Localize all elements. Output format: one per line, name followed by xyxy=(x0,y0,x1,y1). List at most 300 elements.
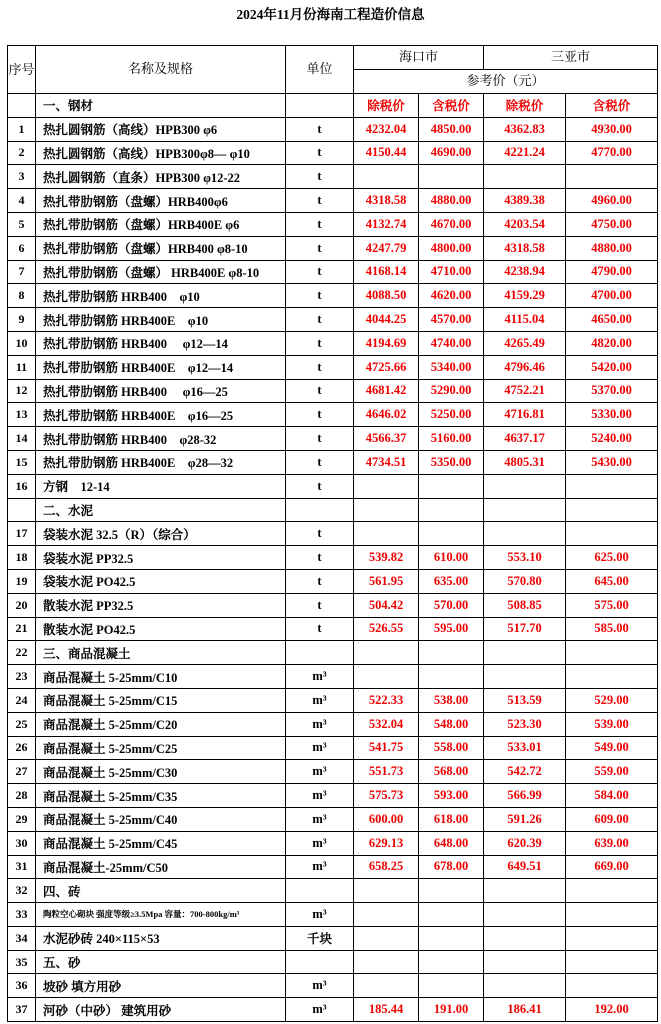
name-cell: 散装水泥 PP32.5 xyxy=(36,593,286,617)
seq-cell: 27 xyxy=(8,760,36,784)
price-hk-extax-cell: 4681.42 xyxy=(354,379,419,403)
price-hk-inctax-cell: 5350.00 xyxy=(419,450,484,474)
table-row xyxy=(8,450,658,474)
table-row xyxy=(8,998,658,1022)
price-hk-inctax-cell: 570.00 xyxy=(419,593,484,617)
price-sy-inctax-cell: 5420.00 xyxy=(566,355,658,379)
table-row xyxy=(8,926,658,950)
price-sy-extax-cell xyxy=(484,974,566,998)
table-row xyxy=(8,831,658,855)
price-hk-extax-cell: 551.73 xyxy=(354,760,419,784)
seq-cell: 2 xyxy=(8,141,36,165)
price-sy-inctax-cell: 645.00 xyxy=(566,569,658,593)
price-sy-inctax-cell xyxy=(566,903,658,927)
seq-cell: 29 xyxy=(8,807,36,831)
seq-cell: 5 xyxy=(8,212,36,236)
price-sy-inctax-cell xyxy=(566,950,658,974)
unit-cell: m³ xyxy=(286,712,354,736)
price-hk-extax-cell: 4132.74 xyxy=(354,212,419,236)
price-sy-inctax-cell xyxy=(566,498,658,522)
price-hk-inctax-cell: 648.00 xyxy=(419,831,484,855)
name-cell: 水泥砂砖 240×115×53 xyxy=(36,926,286,950)
category-row xyxy=(8,641,658,665)
price-hk-inctax-cell: 4740.00 xyxy=(419,331,484,355)
table-row xyxy=(8,212,658,236)
header-city-sanya: 三亚市 xyxy=(484,46,658,70)
seq-cell xyxy=(8,94,36,118)
price-sy-extax-cell xyxy=(484,879,566,903)
unit-cell: t xyxy=(286,260,354,284)
price-sy-extax-cell xyxy=(484,641,566,665)
header-seq: 序号 xyxy=(8,46,36,94)
unit-cell: t xyxy=(286,165,354,189)
price-sy-extax-cell: 570.80 xyxy=(484,569,566,593)
price-sy-inctax-cell: 4930.00 xyxy=(566,117,658,141)
seq-cell: 18 xyxy=(8,546,36,570)
price-sy-inctax-cell: 585.00 xyxy=(566,617,658,641)
category-row xyxy=(8,879,658,903)
table-row xyxy=(8,284,658,308)
seq-cell: 30 xyxy=(8,831,36,855)
price-hk-extax-cell: 4566.37 xyxy=(354,427,419,451)
price-hk-extax-cell: 4247.79 xyxy=(354,236,419,260)
table-row xyxy=(8,260,658,284)
header-row-1 xyxy=(8,46,658,70)
name-cell: 热扎带肋钢筋（盘螺）HRB400E φ6 xyxy=(36,212,286,236)
price-hk-inctax-cell xyxy=(419,950,484,974)
price-sy-extax-cell: 566.99 xyxy=(484,784,566,808)
price-sy-extax-cell: 4637.17 xyxy=(484,427,566,451)
name-cell: 热扎带肋钢筋（盘螺）HRB400φ6 xyxy=(36,189,286,213)
name-cell: 热扎带肋钢筋 HRB400E φ28—32 xyxy=(36,450,286,474)
price-hk-extax-cell: 4150.44 xyxy=(354,141,419,165)
price-hk-inctax-cell xyxy=(419,926,484,950)
price-hk-extax-cell xyxy=(354,879,419,903)
price-hk-extax-cell: 4646.02 xyxy=(354,403,419,427)
header-ref-price: 参考价（元） xyxy=(354,70,658,94)
seq-cell: 23 xyxy=(8,665,36,689)
unit-cell: t xyxy=(286,189,354,213)
table-row xyxy=(8,355,658,379)
price-sy-inctax-cell: 192.00 xyxy=(566,998,658,1022)
table-row xyxy=(8,379,658,403)
price-hk-inctax-cell: 610.00 xyxy=(419,546,484,570)
price-hk-extax-cell: 4232.04 xyxy=(354,117,419,141)
seq-cell: 35 xyxy=(8,950,36,974)
price-sy-inctax-cell xyxy=(566,641,658,665)
name-cell: 热扎带肋钢筋 HRB400E φ16—25 xyxy=(36,403,286,427)
name-cell: 商品混凝土 5-25mm/C25 xyxy=(36,736,286,760)
price-sy-inctax-cell: 5240.00 xyxy=(566,427,658,451)
price-hk-inctax-cell xyxy=(419,522,484,546)
price-hk-inctax-cell: 4670.00 xyxy=(419,212,484,236)
price-hk-inctax-cell xyxy=(419,641,484,665)
table-row xyxy=(8,617,658,641)
name-cell: 商品混凝土 5-25mm/C30 xyxy=(36,760,286,784)
price-sy-inctax-cell: 625.00 xyxy=(566,546,658,570)
seq-cell: 3 xyxy=(8,165,36,189)
seq-cell: 9 xyxy=(8,308,36,332)
price-sy-inctax-cell: 4770.00 xyxy=(566,141,658,165)
price-hk-extax-cell: 522.33 xyxy=(354,688,419,712)
name-cell: 商品混凝土-25mm/C50 xyxy=(36,855,286,879)
unit-cell xyxy=(286,879,354,903)
table-row xyxy=(8,189,658,213)
price-hk-inctax-cell xyxy=(419,903,484,927)
price-sy-inctax-cell: 4750.00 xyxy=(566,212,658,236)
price-sy-inctax-cell xyxy=(566,165,658,189)
name-cell: 热扎带肋钢筋 HRB400E φ12—14 xyxy=(36,355,286,379)
table-row xyxy=(8,331,658,355)
subheader-cell: 含税价 xyxy=(566,94,658,118)
price-hk-inctax-cell: 678.00 xyxy=(419,855,484,879)
seq-cell: 28 xyxy=(8,784,36,808)
price-hk-extax-cell: 532.04 xyxy=(354,712,419,736)
table-body xyxy=(8,94,658,1022)
price-hk-extax-cell: 4734.51 xyxy=(354,450,419,474)
table-row xyxy=(8,784,658,808)
unit-cell xyxy=(286,641,354,665)
price-hk-extax-cell xyxy=(354,665,419,689)
unit-cell: t xyxy=(286,212,354,236)
unit-cell xyxy=(286,94,354,118)
seq-cell: 10 xyxy=(8,331,36,355)
price-sy-extax-cell: 542.72 xyxy=(484,760,566,784)
name-cell: 五、砂 xyxy=(36,950,286,974)
price-sy-inctax-cell: 4790.00 xyxy=(566,260,658,284)
header-unit: 单位 xyxy=(286,46,354,94)
price-hk-extax-cell xyxy=(354,974,419,998)
price-sy-inctax-cell: 559.00 xyxy=(566,760,658,784)
name-cell: 散装水泥 PO42.5 xyxy=(36,617,286,641)
price-sy-inctax-cell: 4700.00 xyxy=(566,284,658,308)
price-hk-inctax-cell: 635.00 xyxy=(419,569,484,593)
price-sy-extax-cell xyxy=(484,950,566,974)
price-sy-extax-cell: 4318.58 xyxy=(484,236,566,260)
price-sy-extax-cell: 513.59 xyxy=(484,688,566,712)
unit-cell xyxy=(286,950,354,974)
price-hk-inctax-cell: 191.00 xyxy=(419,998,484,1022)
price-hk-extax-cell xyxy=(354,926,419,950)
name-cell: 商品混凝土 5-25mm/C10 xyxy=(36,665,286,689)
table-row xyxy=(8,474,658,498)
price-sy-extax-cell: 4238.94 xyxy=(484,260,566,284)
subheader-cell: 含税价 xyxy=(419,94,484,118)
price-sy-inctax-cell: 584.00 xyxy=(566,784,658,808)
table-row xyxy=(8,141,658,165)
name-cell: 热扎带肋钢筋 HRB400E φ10 xyxy=(36,308,286,332)
seq-cell: 16 xyxy=(8,474,36,498)
subheader-cell: 除税价 xyxy=(484,94,566,118)
seq-cell: 12 xyxy=(8,379,36,403)
unit-cell: t xyxy=(286,474,354,498)
unit-cell: t xyxy=(286,450,354,474)
price-sy-inctax-cell xyxy=(566,522,658,546)
seq-cell: 7 xyxy=(8,260,36,284)
price-hk-extax-cell xyxy=(354,641,419,665)
price-hk-extax-cell xyxy=(354,474,419,498)
price-sy-extax-cell: 4221.24 xyxy=(484,141,566,165)
price-hk-inctax-cell: 538.00 xyxy=(419,688,484,712)
table-row xyxy=(8,546,658,570)
price-hk-inctax-cell xyxy=(419,974,484,998)
price-sy-extax-cell: 649.51 xyxy=(484,855,566,879)
price-sy-inctax-cell xyxy=(566,665,658,689)
price-hk-extax-cell: 575.73 xyxy=(354,784,419,808)
seq-cell: 32 xyxy=(8,879,36,903)
price-hk-inctax-cell: 568.00 xyxy=(419,760,484,784)
price-sy-extax-cell: 533.01 xyxy=(484,736,566,760)
table-row xyxy=(8,736,658,760)
unit-cell: t xyxy=(286,355,354,379)
price-sy-inctax-cell: 5330.00 xyxy=(566,403,658,427)
name-cell: 热扎带肋钢筋 HRB400 φ10 xyxy=(36,284,286,308)
price-sy-extax-cell: 4752.21 xyxy=(484,379,566,403)
price-hk-extax-cell: 629.13 xyxy=(354,831,419,855)
price-sy-extax-cell xyxy=(484,165,566,189)
price-hk-inctax-cell: 4570.00 xyxy=(419,308,484,332)
name-cell: 三、商品混凝土 xyxy=(36,641,286,665)
unit-cell: t xyxy=(286,117,354,141)
unit-cell: t xyxy=(286,308,354,332)
seq-cell: 4 xyxy=(8,189,36,213)
price-sy-extax-cell: 591.26 xyxy=(484,807,566,831)
unit-cell: 千块 xyxy=(286,926,354,950)
seq-cell: 37 xyxy=(8,998,36,1022)
price-hk-inctax-cell: 558.00 xyxy=(419,736,484,760)
seq-cell: 34 xyxy=(8,926,36,950)
table-row xyxy=(8,974,658,998)
price-sy-inctax-cell: 4650.00 xyxy=(566,308,658,332)
price-sy-extax-cell: 517.70 xyxy=(484,617,566,641)
unit-cell: t xyxy=(286,569,354,593)
name-cell: 二、水泥 xyxy=(36,498,286,522)
price-sy-extax-cell: 4362.83 xyxy=(484,117,566,141)
price-sy-extax-cell: 508.85 xyxy=(484,593,566,617)
price-hk-extax-cell: 600.00 xyxy=(354,807,419,831)
name-cell: 袋装水泥 32.5（R）（综合） xyxy=(36,522,286,546)
category-row xyxy=(8,94,658,118)
price-sy-inctax-cell: 609.00 xyxy=(566,807,658,831)
table-row xyxy=(8,665,658,689)
name-cell: 商品混凝土 5-25mm/C40 xyxy=(36,807,286,831)
seq-cell: 14 xyxy=(8,427,36,451)
price-sy-inctax-cell: 575.00 xyxy=(566,593,658,617)
table-row xyxy=(8,903,658,927)
name-cell: 热扎带肋钢筋 HRB400 φ12—14 xyxy=(36,331,286,355)
price-hk-extax-cell: 504.42 xyxy=(354,593,419,617)
price-hk-inctax-cell: 5340.00 xyxy=(419,355,484,379)
price-hk-inctax-cell xyxy=(419,474,484,498)
unit-cell: m³ xyxy=(286,974,354,998)
seq-cell: 33 xyxy=(8,903,36,927)
price-hk-extax-cell: 4318.58 xyxy=(354,189,419,213)
table-row xyxy=(8,427,658,451)
table-row xyxy=(8,165,658,189)
price-hk-inctax-cell: 4710.00 xyxy=(419,260,484,284)
unit-cell: m³ xyxy=(286,831,354,855)
price-hk-extax-cell: 526.55 xyxy=(354,617,419,641)
unit-cell: t xyxy=(286,522,354,546)
price-sy-extax-cell xyxy=(484,522,566,546)
table-row xyxy=(8,712,658,736)
price-hk-inctax-cell: 4850.00 xyxy=(419,117,484,141)
unit-cell: m³ xyxy=(286,903,354,927)
price-hk-extax-cell: 4168.14 xyxy=(354,260,419,284)
table-row xyxy=(8,569,658,593)
name-cell: 坡砂 填方用砂 xyxy=(36,974,286,998)
price-hk-extax-cell: 4725.66 xyxy=(354,355,419,379)
price-sy-inctax-cell: 539.00 xyxy=(566,712,658,736)
name-cell: 商品混凝土 5-25mm/C45 xyxy=(36,831,286,855)
subheader-cell: 除税价 xyxy=(354,94,419,118)
unit-cell: m³ xyxy=(286,665,354,689)
seq-cell: 22 xyxy=(8,641,36,665)
price-hk-inctax-cell: 548.00 xyxy=(419,712,484,736)
price-hk-extax-cell xyxy=(354,950,419,974)
price-hk-inctax-cell: 4690.00 xyxy=(419,141,484,165)
seq-cell: 15 xyxy=(8,450,36,474)
unit-cell: m³ xyxy=(286,784,354,808)
unit-cell: m³ xyxy=(286,998,354,1022)
price-hk-inctax-cell: 618.00 xyxy=(419,807,484,831)
unit-cell: t xyxy=(286,379,354,403)
price-sy-extax-cell: 4796.46 xyxy=(484,355,566,379)
price-hk-extax-cell xyxy=(354,165,419,189)
seq-cell xyxy=(8,498,36,522)
page-title: 2024年11月份海南工程造价信息 xyxy=(236,7,425,22)
table-row xyxy=(8,522,658,546)
price-hk-extax-cell xyxy=(354,522,419,546)
price-hk-extax-cell: 541.75 xyxy=(354,736,419,760)
table-row xyxy=(8,807,658,831)
unit-cell: t xyxy=(286,546,354,570)
seq-cell: 21 xyxy=(8,617,36,641)
price-sy-extax-cell: 4805.31 xyxy=(484,450,566,474)
price-sy-extax-cell xyxy=(484,903,566,927)
price-sy-extax-cell: 4159.29 xyxy=(484,284,566,308)
name-cell: 陶粒空心砌块 强度等级≥3.5Mpa 容量：700-800kg/m³ xyxy=(36,903,286,927)
price-table xyxy=(7,45,658,1022)
price-sy-inctax-cell xyxy=(566,974,658,998)
price-hk-inctax-cell: 4620.00 xyxy=(419,284,484,308)
seq-cell: 25 xyxy=(8,712,36,736)
price-sy-inctax-cell: 4880.00 xyxy=(566,236,658,260)
name-cell: 热扎圆钢筋（直条）HPB300 φ12-22 xyxy=(36,165,286,189)
price-hk-extax-cell xyxy=(354,498,419,522)
price-sy-extax-cell: 4203.54 xyxy=(484,212,566,236)
name-cell: 热扎带肋钢筋（盘螺） HRB400E φ8-10 xyxy=(36,260,286,284)
unit-cell: t xyxy=(286,403,354,427)
seq-cell: 1 xyxy=(8,117,36,141)
price-hk-extax-cell: 4088.50 xyxy=(354,284,419,308)
unit-cell: t xyxy=(286,617,354,641)
name-cell: 河砂（中砂） 建筑用砂 xyxy=(36,998,286,1022)
table-row xyxy=(8,308,658,332)
unit-cell: t xyxy=(286,593,354,617)
price-hk-extax-cell: 4044.25 xyxy=(354,308,419,332)
price-hk-extax-cell: 185.44 xyxy=(354,998,419,1022)
table-row xyxy=(8,855,658,879)
price-hk-inctax-cell: 4800.00 xyxy=(419,236,484,260)
seq-cell: 31 xyxy=(8,855,36,879)
unit-cell xyxy=(286,498,354,522)
unit-cell: t xyxy=(286,141,354,165)
price-sy-inctax-cell: 639.00 xyxy=(566,831,658,855)
price-sy-extax-cell: 4115.04 xyxy=(484,308,566,332)
name-cell: 商品混凝土 5-25mm/C20 xyxy=(36,712,286,736)
price-hk-inctax-cell xyxy=(419,165,484,189)
seq-cell: 17 xyxy=(8,522,36,546)
name-cell: 四、砖 xyxy=(36,879,286,903)
table-row xyxy=(8,688,658,712)
name-cell: 热扎带肋钢筋 HRB400 φ28-32 xyxy=(36,427,286,451)
price-hk-extax-cell: 539.82 xyxy=(354,546,419,570)
price-sy-inctax-cell: 5430.00 xyxy=(566,450,658,474)
unit-cell: m³ xyxy=(286,760,354,784)
price-hk-extax-cell xyxy=(354,903,419,927)
price-hk-inctax-cell xyxy=(419,665,484,689)
header-city-haikou: 海口市 xyxy=(354,46,484,70)
table-row xyxy=(8,593,658,617)
name-cell: 袋装水泥 PO42.5 xyxy=(36,569,286,593)
price-sy-inctax-cell xyxy=(566,474,658,498)
price-sy-extax-cell: 4265.49 xyxy=(484,331,566,355)
price-sy-inctax-cell: 4960.00 xyxy=(566,189,658,213)
price-hk-inctax-cell: 595.00 xyxy=(419,617,484,641)
unit-cell: t xyxy=(286,427,354,451)
price-sy-extax-cell xyxy=(484,665,566,689)
price-sy-extax-cell xyxy=(484,498,566,522)
price-sy-extax-cell: 523.30 xyxy=(484,712,566,736)
seq-cell: 11 xyxy=(8,355,36,379)
unit-cell: m³ xyxy=(286,736,354,760)
price-sy-inctax-cell xyxy=(566,926,658,950)
seq-cell: 20 xyxy=(8,593,36,617)
price-sy-inctax-cell xyxy=(566,879,658,903)
name-cell: 商品混凝土 5-25mm/C35 xyxy=(36,784,286,808)
unit-cell: t xyxy=(286,236,354,260)
name-cell: 热扎圆钢筋（高线）HPB300 φ6 xyxy=(36,117,286,141)
name-cell: 热扎带肋钢筋（盘螺）HRB400 φ8-10 xyxy=(36,236,286,260)
name-cell: 热扎带肋钢筋 HRB400 φ16—25 xyxy=(36,379,286,403)
table-row xyxy=(8,117,658,141)
price-hk-inctax-cell xyxy=(419,879,484,903)
seq-cell: 19 xyxy=(8,569,36,593)
table-header xyxy=(8,46,658,94)
price-sy-extax-cell: 620.39 xyxy=(484,831,566,855)
price-hk-inctax-cell: 4880.00 xyxy=(419,189,484,213)
unit-cell: m³ xyxy=(286,688,354,712)
header-name: 名称及规格 xyxy=(36,46,286,94)
unit-cell: t xyxy=(286,284,354,308)
price-sy-inctax-cell: 669.00 xyxy=(566,855,658,879)
unit-cell: m³ xyxy=(286,807,354,831)
price-hk-extax-cell: 658.25 xyxy=(354,855,419,879)
seq-cell: 24 xyxy=(8,688,36,712)
price-sy-inctax-cell: 549.00 xyxy=(566,736,658,760)
name-cell: 热扎圆钢筋（高线）HPB300φ8— φ10 xyxy=(36,141,286,165)
price-sy-extax-cell: 4389.38 xyxy=(484,189,566,213)
price-sy-extax-cell: 186.41 xyxy=(484,998,566,1022)
seq-cell: 6 xyxy=(8,236,36,260)
seq-cell: 36 xyxy=(8,974,36,998)
price-sy-extax-cell xyxy=(484,474,566,498)
unit-cell: t xyxy=(286,331,354,355)
price-hk-inctax-cell: 5250.00 xyxy=(419,403,484,427)
price-hk-extax-cell: 561.95 xyxy=(354,569,419,593)
seq-cell: 8 xyxy=(8,284,36,308)
